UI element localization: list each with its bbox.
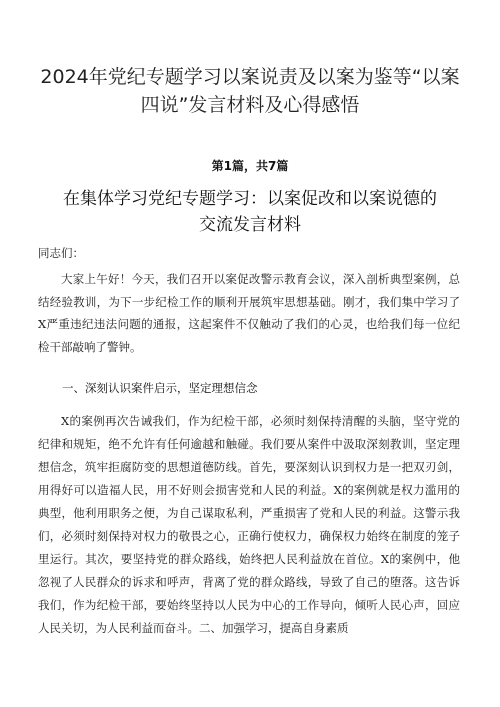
greeting: 同志们： <box>38 246 84 260</box>
paragraph: X的案例再次告诫我们，作为纪检干部，必须时刻保持清醒的头脑，坚守党的纪律和规矩，绝不允许有任何逾越和触碰。我们要从案件中汲取深刻教训，坚定理想信念，筑牢拒腐防变的思想道德防线。首先，要深刻认识到权力是一把双刃剑，用得好可以造福人民，用不好则会损害党和人民的利益。X的案例就是权力滥用的典型，他利用职务之便，为自己谋取私利，严重损害了党和人民的利益。这警示我们，必须时刻保持对权力的敬畏之心，正确行使权力，确保权力始终在制度的笼子里运行。其次，要坚持党的群众路线，始终把人民利益放在首位。X的案例中，他忽视了人民群众的诉求和呼声，背离了党的群众路线，导致了自己的堕落。这告诉我们，作为纪检干部，要始终坚持以人民为中心的工作导向，倾听人民心声，回应人民关切，为人民利益而奋斗。二、加强学习，提高自身素质 <box>38 414 460 635</box>
document-title: 2024年党纪专题学习以案说责及以案为鉴等“以案四说”发言材料及心得感悟 <box>40 66 460 116</box>
section-counter: 第1篇，共7篇 <box>211 159 289 173</box>
paragraph: 大家上午好！今天，我们召开以案促改警示教育会议，深入剖析典型案例，总结经验教训，为下一步纪检工作的顺利开展筑牢思想基础。刚才，我们集中学习了X严重违纪违法问题的通报，这起案件不仅触动了我们的心灵，也给我们每一位纪检干部敲响了警钟。 <box>38 272 460 354</box>
article-title: 在集体学习党纪专题学习：以案促改和以案说德的交流发言材料 <box>63 189 437 235</box>
section-heading: 一、深刻认识案件启示，坚定理想信念 <box>62 381 258 395</box>
